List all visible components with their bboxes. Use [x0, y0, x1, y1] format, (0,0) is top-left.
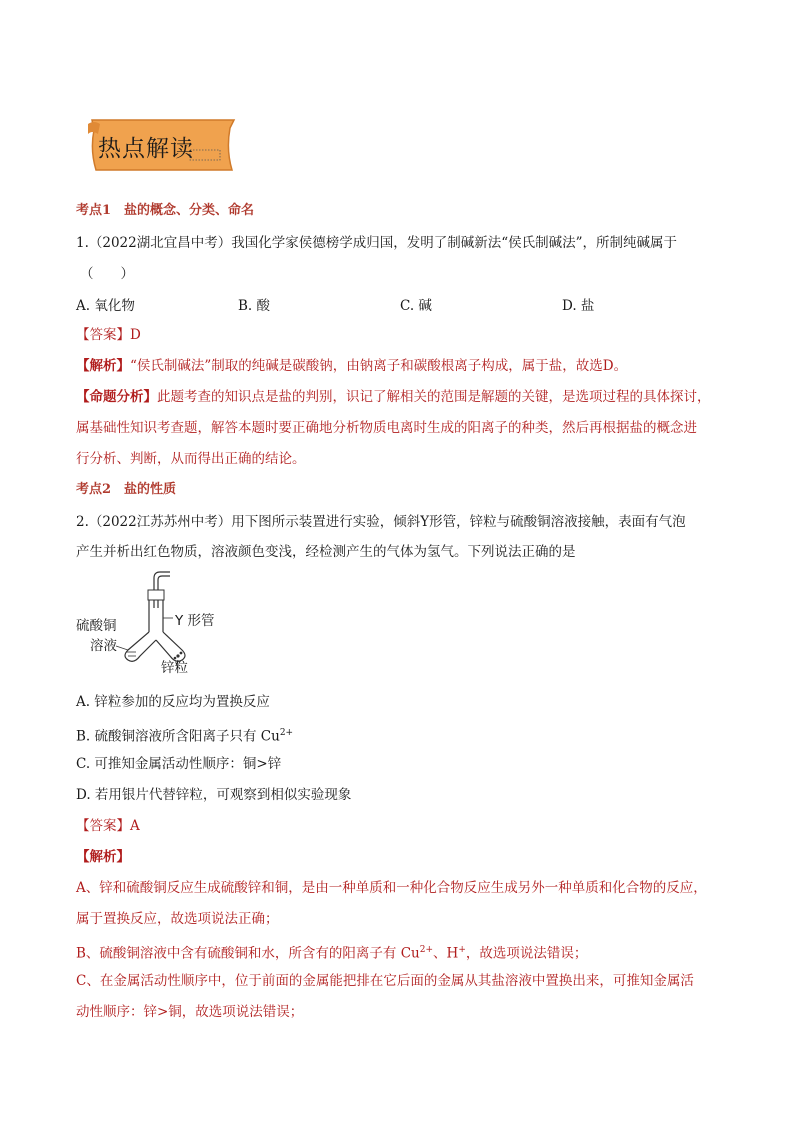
kp1-heading: 考点1 盐的概念、分类、命名 — [76, 203, 255, 218]
q1-option-d: D. 盐 — [562, 298, 595, 314]
q1-stem-line1: 1.（2022湖北宜昌中考）我国化学家侯德榜学成归国，发明了制碱新法“侯氏制碱法”，所制纯碱属于 — [76, 235, 678, 251]
q1-option-a: A. 氧化物 — [76, 298, 135, 314]
q1-option-c: C. 碱 — [400, 298, 432, 314]
q2-answer: 【答案】A — [76, 818, 140, 834]
q2-analysis-c-line1: C、在金属活动性顺序中，位于前面的金属能把排在它后面的金属从其盐溶液中置换出来，可推知金属活 — [76, 973, 694, 989]
kp2-heading: 考点2 盐的性质 — [76, 482, 177, 497]
section-banner — [86, 116, 236, 176]
q1-analysis — [76, 356, 627, 376]
q2-option-c: C. 可推知金属活动性顺序：铜>锌 — [76, 756, 282, 772]
q2-analysis-b — [76, 940, 587, 964]
q2-stem-line2: 产生并析出红色物质，溶液颜色变浅，经检测产生的气体为氢气。下列说法正确的是 — [76, 544, 576, 560]
q2-option-d: D. 若用银片代替锌粒，可观察到相似实验现象 — [76, 787, 352, 803]
label-cuso4-1: 硫酸铜 — [76, 618, 117, 634]
q1-option-b: B. 酸 — [238, 298, 271, 314]
q2-analysis-c-line2: 动性顺序：锌>铜，故选项说法错误； — [76, 1004, 304, 1020]
q2-analysis-b-pre: B、硫酸铜溶液中含有硫酸铜和水，所含有的阳离子有 Cu — [76, 945, 420, 962]
q1-mingti-tag: 【命题分析】 — [76, 389, 157, 405]
q1-answer: 【答案】D — [76, 327, 141, 343]
q2-option-a: A. 锌粒参加的反应均为置换反应 — [76, 694, 270, 710]
q2-analysis-b-sup2: + — [458, 945, 466, 955]
q2-analysis-b-sup1: 2+ — [419, 945, 434, 955]
q1-mingti-line1 — [76, 387, 711, 407]
q1-analysis-tag: 【解析】 — [76, 358, 130, 374]
label-cuso4-2: 溶液 — [90, 638, 117, 654]
q2-option-b — [76, 723, 293, 747]
q2-analysis-b-mid: 、H — [433, 945, 459, 962]
q2-analysis-a-line2: 属于置换反应，故选项说法正确； — [76, 911, 279, 927]
q2-analysis-tag: 【解析】 — [76, 849, 130, 865]
y-tube-diagram — [76, 570, 226, 680]
q2-analysis-a-line1: A、锌和硫酸铜反应生成硫酸锌和铜，是由一种单质和一种化合物反应生成另外一种单质和化合物的反应， — [76, 880, 707, 896]
q2-option-b-sup: 2+ — [279, 728, 294, 738]
q2-analysis-b-post: ，故选项说法错误； — [465, 945, 588, 962]
banner-title: 热点解读 — [98, 136, 194, 162]
label-zinc: 锌粒 — [161, 660, 188, 676]
q1-mingti-text1: 此题考查的知识点是盐的判别，识记了解相关的范围是解题的关键，是选项过程的具体探讨， — [157, 389, 711, 405]
q2-option-b-text: B. 硫酸铜溶液所含阳离子只有 Cu — [76, 728, 280, 745]
q1-mingti-line3: 行分析、判断，从而得出正确的结论。 — [76, 451, 306, 467]
q1-mingti-line2: 属基础性知识考查题，解答本题时要正确地分析物质电离时生成的阳离子的种类，然后再根据盐的概念进 — [76, 420, 697, 436]
q1-analysis-text: “侯氏制碱法”制取的纯碱是碳酸钠，由钠离子和碳酸根离子构成，属于盐，故选D。 — [130, 358, 628, 374]
q2-stem-line1: 2.（2022江苏苏州中考）用下图所示装置进行实验，倾斜Y形管，锌粒与硫酸铜溶液接触，表面有气泡 — [76, 514, 686, 530]
q1-stem-line2: （ ） — [80, 266, 134, 282]
label-y-tube: Y 形管 — [175, 613, 215, 629]
